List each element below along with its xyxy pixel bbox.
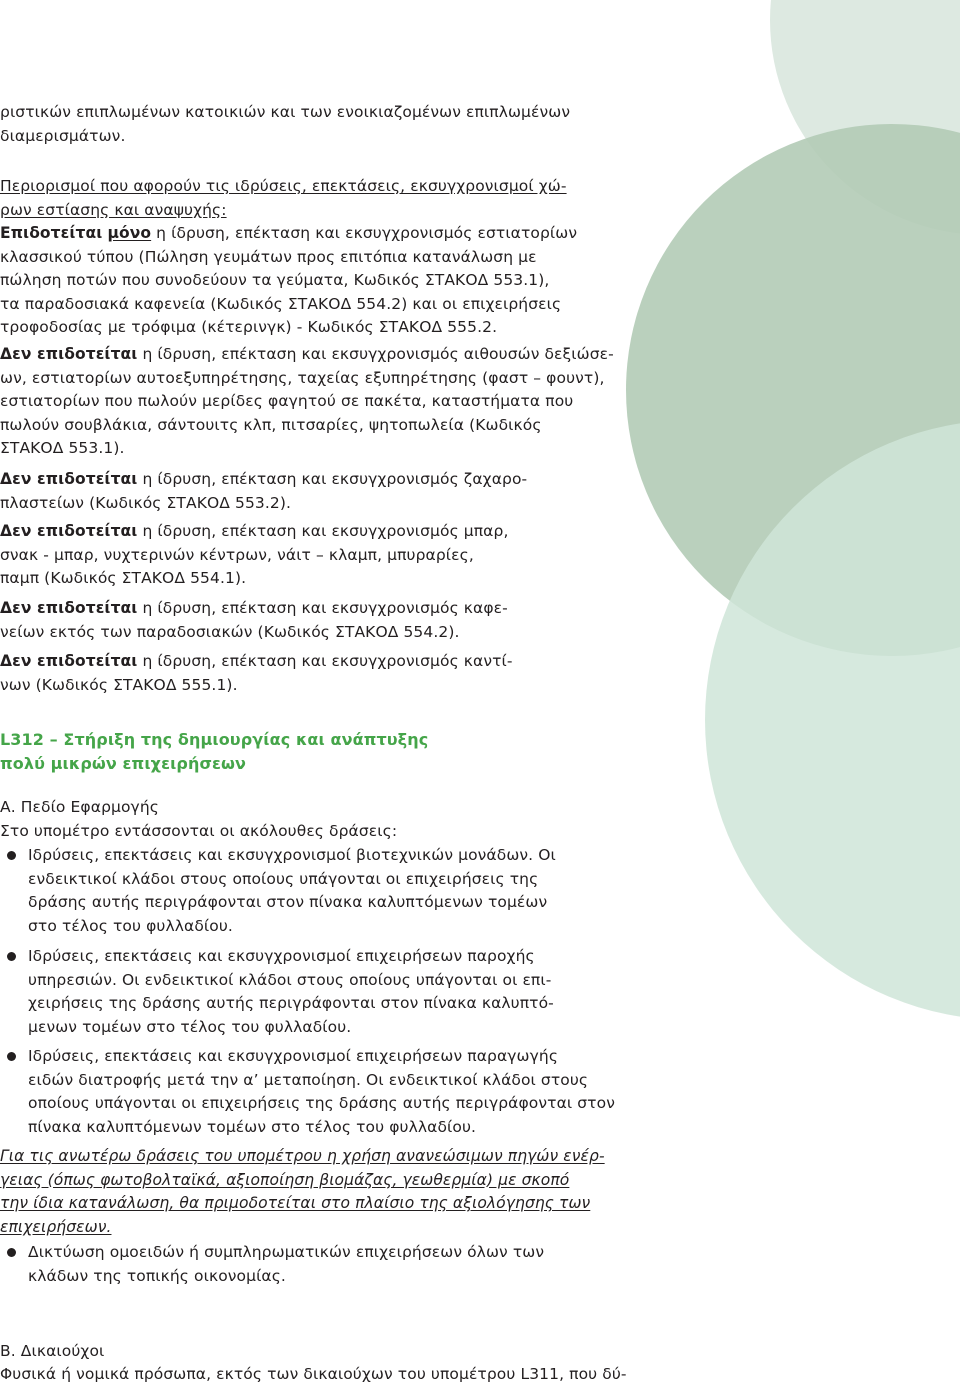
list-item [0, 1241, 544, 1288]
text-line: τροφοδοσίας με τρόφιμα (κέτερινγκ) - Κωδικός ΣΤΑΚΟΔ 555.2. [0, 318, 498, 336]
section-b-heading [0, 1340, 104, 1364]
denied-paragraph [0, 597, 508, 644]
text-line: πωλούν σουβλάκια, σάντουιτς κλπ, πιτσαρίες, ψητοπωλεία (Κωδικός [0, 415, 542, 434]
text-line: στο τέλος του φυλλαδίου. [28, 916, 233, 935]
restrictions-heading: ρων εστίασης και αναψυχής: [0, 200, 227, 219]
denied-lead: Δεν επιδοτείται [0, 470, 138, 488]
note-line: Για τις ανωτέρω δράσεις του υπομέτρου η χρήση ανανεώσιμων πηγών ενέρ- [0, 1147, 605, 1165]
text-line: ων, εστιατορίων αυτοεξυπηρέτησης, ταχείας εξυπηρέτησης (φαστ – φουντ), [0, 368, 605, 387]
text-line: πλαστείων (Κωδικός ΣΤΑΚΟΔ 553.2). [0, 493, 292, 512]
denied-first-line [0, 468, 527, 492]
text-line: δράσης αυτής περιγράφονται στον πίνακα καλυπτόμενων τομέων [28, 893, 548, 911]
restrictions-block [0, 175, 577, 340]
text-line: παμπ (Κωδικός ΣΤΑΚΟΔ 554.1). [0, 569, 247, 587]
denied-paragraph [0, 468, 527, 515]
text-line: ενδεικτικοί κλάδοι στους οποίους υπάγονται οι επιχειρήσεις της [28, 869, 539, 888]
bullet-icon [7, 1052, 16, 1061]
text-line: νων (Κωδικός ΣΤΑΚΟΔ 555.1). [0, 675, 238, 694]
restrictions-heading: Περιορισμοί που αφορούν τις ιδρύσεις, επεκτάσεις, εκσυγχρονισμοί χώ- [0, 177, 567, 195]
denied-first-line-rest: η ίδρυση, επέκταση και εκσυγχρονισμός καφε- [142, 599, 508, 617]
allowed-first-line-rest: η ίδρυση, επέκταση και εκσυγχρονισμός εστιατορίων [156, 224, 578, 242]
text-line: μενων τομέων στο τέλος του φυλλαδίου. [28, 1017, 352, 1036]
list-item [0, 844, 556, 938]
renewable-energy-note [0, 1145, 605, 1239]
note-line: επιχειρήσεων. [0, 1217, 112, 1236]
text-line: Στο υπομέτρο εντάσσονται οι ακόλουθες δράσεις: [0, 822, 398, 840]
text-line: οποίους υπάγονται οι επιχειρήσεις της δράσης αυτής περιγράφονται στον [28, 1094, 615, 1112]
text-line: πώληση ποτών που συνοδεύουν τα γεύματα, Κωδικός ΣΤΑΚΟΔ 553.1), [0, 271, 550, 289]
denied-paragraph [0, 343, 614, 461]
denied-paragraph [0, 520, 508, 591]
text-line: υπηρεσιών. Οι ενδεικτικοί κλάδοι στους οποίους υπάγονται οι επι- [28, 970, 552, 989]
list-item [0, 945, 554, 1039]
bullet-icon [7, 952, 16, 961]
denied-lead: Δεν επιδοτείται [0, 599, 138, 617]
bullet-icon [7, 1248, 16, 1257]
denied-first-line-rest: η ίδρυση, επέκταση και εκσυγχρονισμός μπαρ, [142, 522, 509, 540]
text-line: σνακ - μπαρ, νυχτερινών κέντρων, νάιτ – κλαμπ, μπυραρίες, [0, 545, 474, 564]
section-a-heading [0, 796, 159, 820]
denied-lead: Δεν επιδοτείται [0, 652, 138, 670]
text-line: Ιδρύσεις, επεκτάσεις και εκσυγχρονισμοί επιχειρήσεων παροχής [28, 947, 535, 965]
denied-first-line [0, 650, 513, 674]
text-line: πίνακα καλυπτόμενων τομέων στο τέλος του φυλλαδίου. [28, 1117, 477, 1136]
denied-paragraph [0, 650, 513, 697]
bullet-icon [7, 851, 16, 860]
section-heading: Α. Πεδίο Εφαρμογής [0, 798, 159, 816]
text-line: χειρήσεις της δράσης αυτής περιγράφονται στον πίνακα καλυπτό- [28, 994, 554, 1012]
measure-title-line: L312 – Στήριξη της δημιουργίας και ανάπτυξης [0, 730, 429, 749]
text-line: εστιατορίων που πωλούν μερίδες φαγητού σε πακέτα, καταστήματα που [0, 392, 574, 410]
denied-lead: Δεν επιδοτείται [0, 522, 138, 540]
text-line: Δικτύωση ομοειδών ή συμπληρωματικών επιχειρήσεων όλων των [28, 1243, 545, 1261]
denied-first-line-rest: η ίδρυση, επέκταση και εκσυγχρονισμός ζαχαρο- [142, 470, 528, 488]
text-line: τα παραδοσιακά καφενεία (Κωδικός ΣΤΑΚΟΔ 554.2) και οι επιχειρήσεις [0, 294, 562, 313]
section-a-intro [0, 820, 397, 844]
text-line: κλάδων της τοπικής οικονομίας. [28, 1266, 286, 1285]
text-line: ΣΤΑΚΟΔ 553.1). [0, 439, 125, 457]
text-line: Ιδρύσεις, επεκτάσεις και εκσυγχρονισμοί επιχειρήσεων παραγωγής [28, 1047, 559, 1065]
allowed-first-line [0, 222, 577, 246]
text-line: νείων εκτός των παραδοσιακών (Κωδικός ΣΤΑΚΟΔ 554.2). [0, 622, 460, 641]
section-heading: Β. Δικαιούχοι [0, 1342, 105, 1360]
text-line: διαμερισμάτων. [0, 126, 126, 145]
text-line: Ιδρύσεις, επεκτάσεις και εκσυγχρονισμοί βιοτεχνικών μονάδων. Οι [28, 846, 556, 864]
allowed-lead: Επιδοτείται [0, 224, 103, 242]
text-line: Φυσικά ή νομικά πρόσωπα, εκτός των δικαιούχων του υπομέτρου L311, που δύ- [0, 1365, 627, 1383]
denied-first-line [0, 597, 508, 621]
denied-first-line [0, 343, 614, 367]
measure-title-line: πολύ μικρών επιχειρήσεων [0, 753, 247, 773]
denied-first-line-rest: η ίδρυση, επέκταση και εκσυγχρονισμός αιθουσών δεξιώσε- [142, 345, 614, 363]
intro-paragraph [0, 101, 570, 148]
note-line: την ίδια κατανάλωση, θα πριμοδοτείται στο πλαίσιο της αξιολόγησης των [0, 1194, 591, 1212]
list-item [0, 1045, 615, 1139]
section-b-text [0, 1363, 627, 1386]
text-line: κλασσικού τύπου (Πώληση γευμάτων προς επιτόπια κατανάλωση με [0, 247, 537, 266]
denied-first-line-rest: η ίδρυση, επέκταση και εκσυγχρονισμός καντί- [142, 652, 513, 670]
denied-lead: Δεν επιδοτείται [0, 345, 138, 363]
allowed-emphasis: μόνο [107, 224, 152, 242]
measure-title [0, 728, 428, 775]
note-line: γειας (όπως φωτοβολταϊκά, αξιοποίηση βιομάζας, γεωθερμία) με σκοπό [0, 1170, 570, 1189]
text-line: ειδών διατροφής μετά την α’ μεταποίηση. Οι ενδεικτικοί κλάδοι στους [28, 1070, 589, 1089]
text-line: ριστικών επιπλωμένων κατοικιών και των ενοικιαζομένων επιπλωμένων [0, 103, 571, 121]
denied-first-line [0, 520, 508, 544]
